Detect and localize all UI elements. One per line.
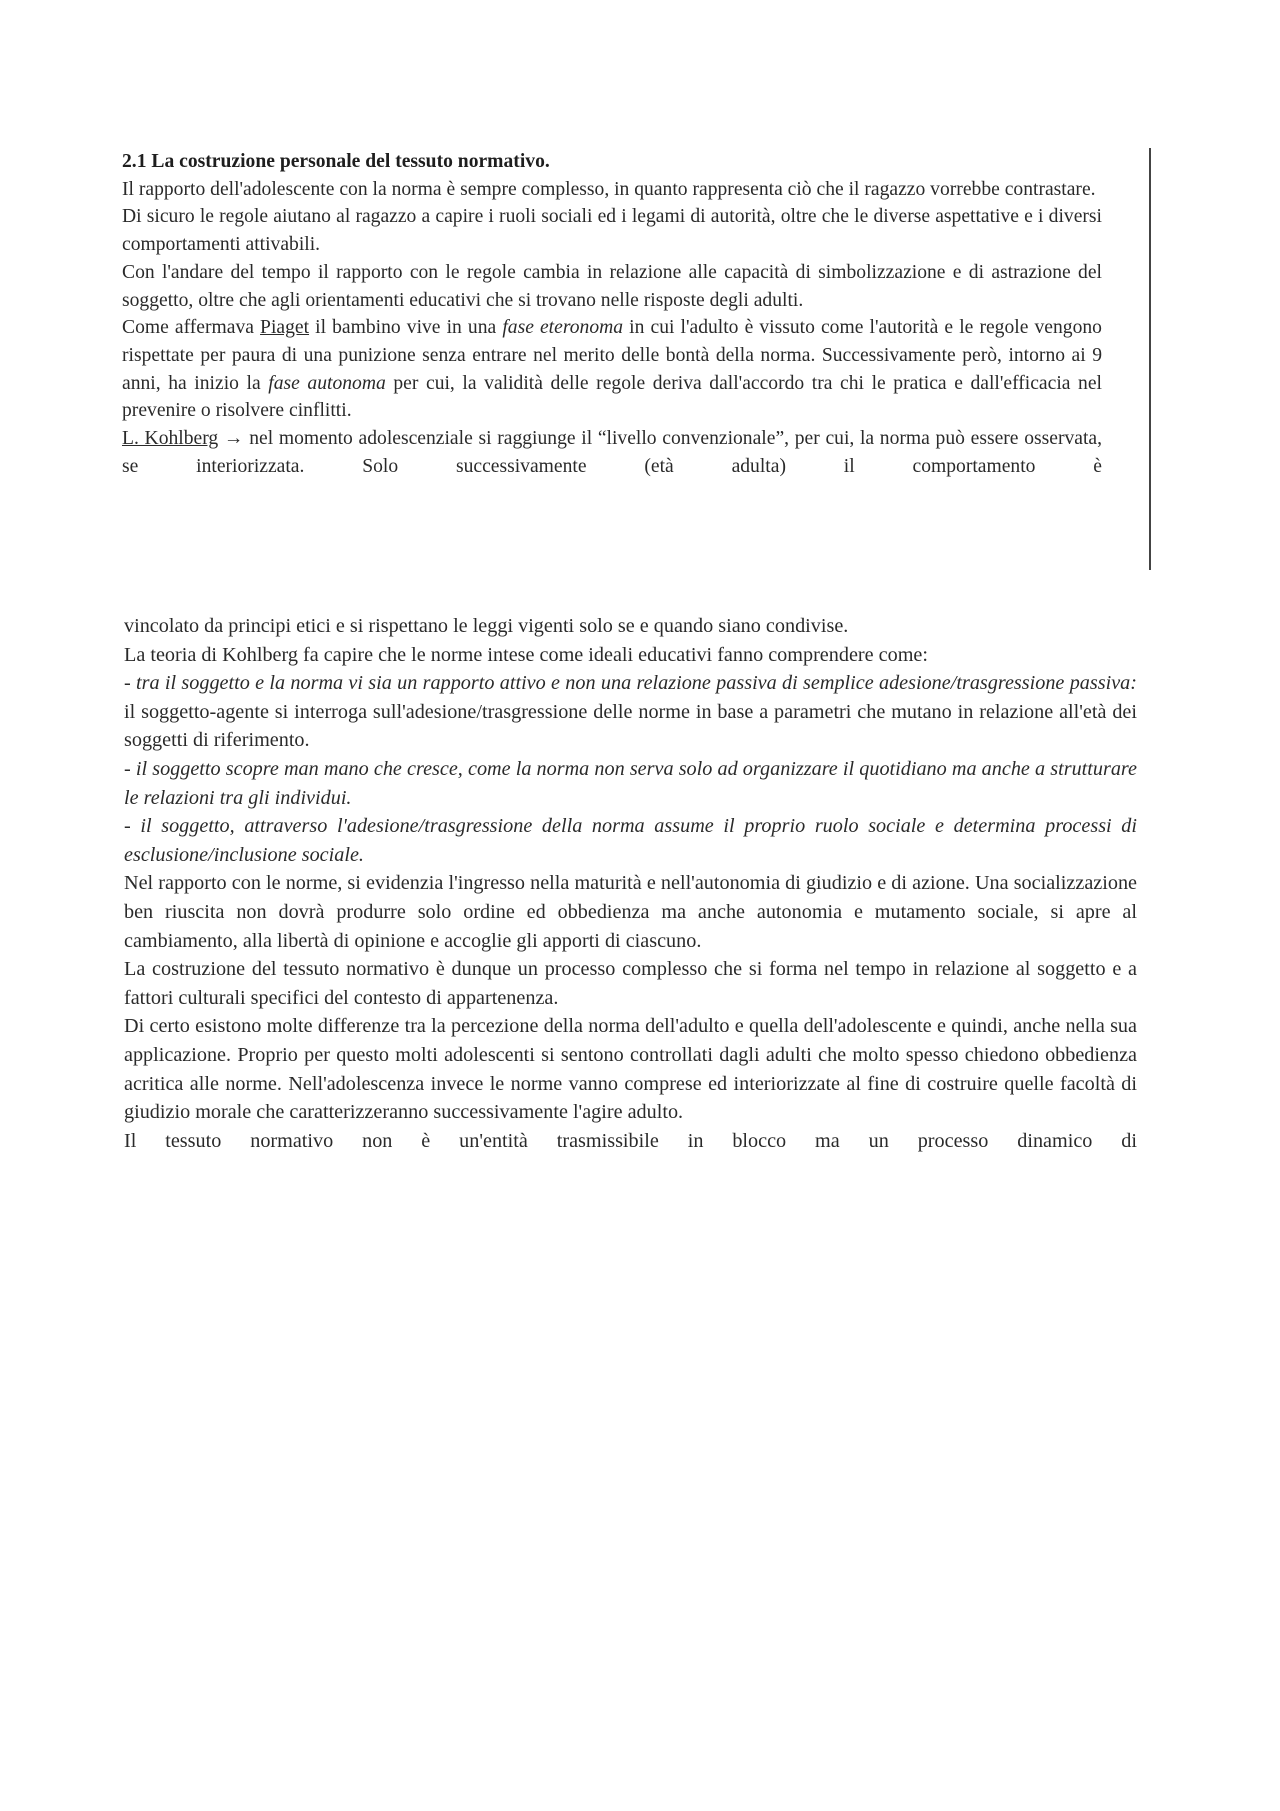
scanned-excerpt: [122, 148, 1102, 568]
paragraph-rules-help: Di sicuro le regole aiutano al ragazzo a capire i ruoli sociali ed i legami di autorità, oltre che le diverse aspettative e i diversi comportamenti attivabili.: [122, 206, 1102, 256]
paragraph-construction: La costruzione del tessuto normativo è dunque un processo complesso che si forma nel tempo in relazione al soggetto e a fattori culturali specifici del contesto di appartenenza.: [124, 958, 1137, 1009]
paragraph-piaget: Come affermava Piaget il bambino vive in una fase eteronoma in cui l'adulto è vissuto come l'autorità e le regole vengono rispettate per paura di una punizione senza entrare nel merito delle bontà della norma. Successivamente però, intorno ai 9 anni, ha inizio la fase autonoma per cui, la validità delle regole deriva dall'accordo tra chi le pratica e dall'efficacia nel prevenire o risolvere cinflitti.: [122, 317, 1102, 422]
paragraph-norm-relationship: Il rapporto dell'adolescente con la norma è sempre complesso, in quanto rappresenta ciò che il ragazzo vorrebbe contrastare.: [122, 178, 1096, 200]
term-fase-eteronoma: fase eteronoma: [502, 317, 624, 339]
piaget-name: Piaget: [260, 317, 310, 339]
paragraph-dynamic-process: Il tessuto normativo non è un'entità trasmissibile in blocco ma un processo dinamico di: [124, 1129, 1137, 1152]
bullet-active-relationship: - tra il soggetto e la norma vi sia un rapporto attivo e non una relazione passiva di semplice adesione/trasgressione passiva: il soggetto-agente si interroga sull'adesione/trasgressione delle norme in base a parametri che mutano in relazione all'età dei soggetti di riferimento.: [124, 672, 1137, 752]
margin-rule: [1149, 148, 1151, 570]
kohlberg-name: L. Kohlberg: [122, 428, 219, 450]
section-heading: 2.1 La costruzione personale del tessuto normativo.: [122, 151, 550, 172]
paragraph-differences: Di certo esistono molte differenze tra la percezione della norma dell'adulto e quella dell'adolescente e quindi, anche nella sua applicazione. Proprio per questo molti adolescenti si sentono controllati dagli adulti che molto spesso chiedono obbedienza acritica alle norme. Nell'adolescenza invece le norme vanno comprese ed interiorizzate al fine di costruire quelle facoltà di giudizio morale che caratterizzeranno successivamente l'agire adulto.: [124, 1015, 1137, 1124]
term-fase-autonoma: fase autonoma: [268, 372, 386, 394]
paragraph-continuation: vincolato da principi etici e si rispettano le leggi vigenti solo se e quando siano condivise.: [124, 615, 849, 637]
paragraph-rules-change: Con l'andare del tempo il rapporto con le regole cambia in relazione alle capacità di simbolizzazione e di astrazione del soggetto, oltre che agli orientamenti educativi che si trovano nelle risposte degli adulti.: [122, 261, 1102, 311]
right-arrow-icon: →: [223, 428, 244, 450]
bullet-organize-daily: - il soggetto scopre man mano che cresce, come la norma non serva solo ad organizzare il quotidiano ma anche a strutturare le relazioni tra gli individui.: [124, 757, 1137, 809]
paragraph-kohlberg: L. Kohlberg → nel momento adolescenziale si raggiunge il “livello convenzionale”, per cui, la norma può essere osservata, se interiorizzata. Solo successivamente (età adulta) il comportamento è: [122, 428, 1102, 477]
bullet-social-role: - il soggetto, attraverso l'adesione/trasgressione della norma assume il proprio ruolo sociale e determina processi di esclusione/inclusione sociale.: [124, 815, 1137, 866]
paragraph-kohlberg-theory: La teoria di Kohlberg fa capire che le norme intese come ideali educativi fanno comprendere come:: [124, 643, 928, 666]
main-text: [124, 612, 1137, 1155]
paragraph-maturity: Nel rapporto con le norme, si evidenzia l'ingresso nella maturità e nell'autonomia di giudizio e di azione. Una socializzazione ben riuscita non dovrà produrre solo ordine ed obbedienza ma anche autonomia e mutamento sociale, si apre al cambiamento, alla libertà di opinione e accoglie gli apporti di ciascuno.: [124, 872, 1137, 952]
